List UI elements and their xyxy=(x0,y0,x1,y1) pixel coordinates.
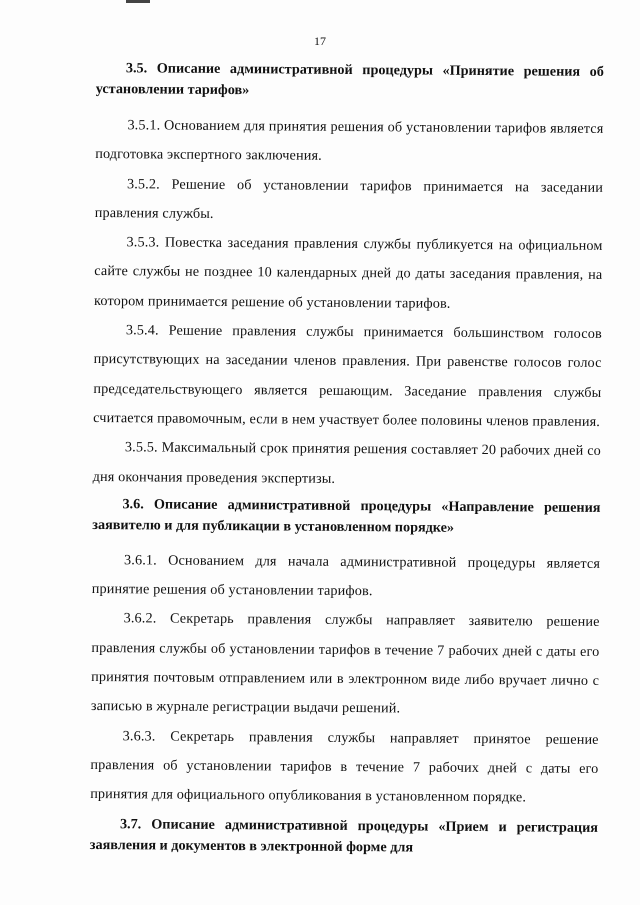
section-heading-3-6 xyxy=(92,494,600,540)
section-heading-text: 3.5. Описание административной процедуры «Принятие решения об установлении тарифов» xyxy=(95,60,604,99)
section-heading-3-7 xyxy=(90,814,598,860)
page-number: 17 xyxy=(314,34,326,48)
section-heading-text: 3.6. Описание административной процедуры «Направление решения заявителю и для публикации в установленном порядке» xyxy=(92,496,601,536)
paragraph-3-6-2: 3.6.2. Секретарь правления службы направляет заявителю решение правления службы об установлении тарифов в течение 7 рабочих дней с даты его принятия почтовым отправлением или в электронном виде либо вручает лично с записью в журнале регистрации выдачи решений. xyxy=(90,610,600,717)
document-body xyxy=(90,58,604,859)
section-heading-text: 3.7. Описание административной процедуры «Прием и регистрация заявления и документов в электронной форме для xyxy=(89,815,599,856)
paragraph-3-5-5: 3.5.5. Максимальный срок принятия решения составляет 20 рабочих дней со дня окончания проведения экспертизы. xyxy=(92,439,601,487)
paragraph-3-6-1: 3.6.1. Основанием для начала административной процедуры является принятие решения об установлении тарифов. xyxy=(91,552,601,600)
paragraph-3-5-3: 3.5.3. Повестка заседания правления службы публикуется на официальном сайте службы не позднее 10 календарных дней до даты заседания правления, на котором принимается решение об установлении тарифов. xyxy=(94,234,603,312)
section-heading-3-5 xyxy=(96,58,604,104)
paragraph-3-5-2: 3.5.2. Решение об установлении тарифов принимается на заседании правления службы. xyxy=(94,175,604,222)
paragraph-3-5-4: 3.5.4. Решение правления службы принимается большинством голосов присутствующих на заседании членов правления. При равенстве голосов голос председательствующего является решающим. Заседание правления службы считается правомочным, если в нем участвует более половины членов правления. xyxy=(93,322,602,430)
paragraph-3-6-3: 3.6.3. Секретарь правления службы направляет принятое решение правления об установлении тарифов в течение 7 рабочих дней с даты его принятия для официального опубликования в установленном порядке. xyxy=(90,727,599,806)
paragraph-3-5-1: 3.5.1. Основанием для принятия решения об установлении тарифов является подготовка экспертного заключения. xyxy=(95,117,604,165)
scan-artifact xyxy=(126,0,150,3)
